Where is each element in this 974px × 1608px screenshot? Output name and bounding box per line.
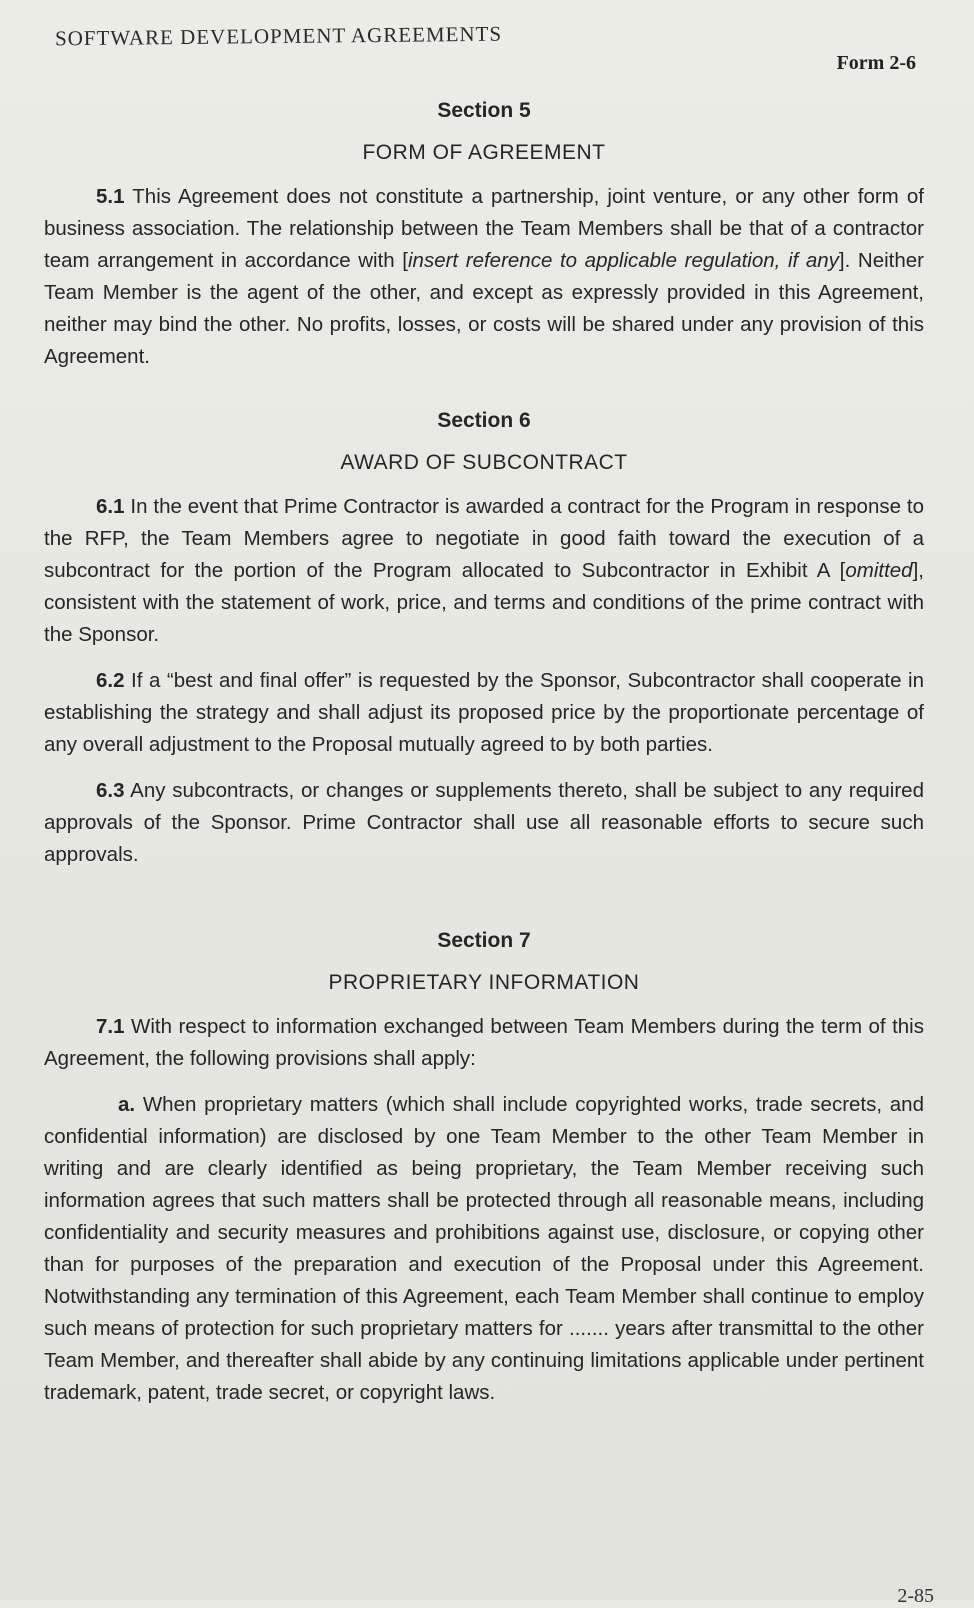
paragraph-6-2 [44,665,924,761]
subparagraph-a [44,1089,924,1409]
paragraph-number: 5.1 [96,185,125,208]
paragraph-7-1 [44,1011,924,1075]
paragraph-text: ]. Neither Team Member is the agent of the other, and except as expressly provided in this Agreement, neither may bind the other. No profits, losses, or costs will be shared under any provision of this Agreement. [44,249,925,368]
paragraph-text: If a “best and final offer” is requested by the Sponsor, Subcontractor shall cooperate in establishing the strategy and shall adjust its proposed price by the proportionate percentage of any overall adjustment to the Proposal mutually agreed to by both parties. [44,669,924,756]
paragraph-6-1 [44,491,924,651]
paragraph-text: In the event that Prime Contractor is awarded a contract for the Program in response to the RFP, the Team Members agree to negotiate in good faith toward the execution of a subcontract for the portion of the Program allocated to Subcontractor in Exhibit A [ [44,495,924,582]
section-5-heading: Section 5 [437,99,531,122]
paragraph-number: 6.3 [96,779,125,802]
page-content [44,95,924,1409]
paragraph-5-1 [44,181,924,373]
paragraph-number: 7.1 [96,1015,125,1038]
form-label: Form 2-6 [836,52,916,74]
paragraph-text: Any subcontracts, or changes or supplements thereto, shall be subject to any required approvals of the Sponsor. Prime Contractor shall use all reasonable efforts to secure such approvals. [44,779,924,866]
page-number: 2-85 [897,1585,934,1607]
paragraph-6-3 [44,775,924,871]
paragraph-text: This Agreement does not constitute a partnership, joint venture, or any other form of business association. The relationship between the Team Members shall be that of a contractor team arrangement in accordance with [ [44,185,924,272]
paragraph-text: When proprietary matters (which shall include copyrighted works, trade secrets, and confidential information) are disclosed by one Team Member to the other Team Member in writing and are clearly identified as being proprietary, the Team Member receiving such information agrees that such matters shall be protected through all reasonable means, including confidentiality and security measures and prohibitions against use, disclosure, or copying other than for purposes of the preparation and execution of the Proposal under this Agreement. Notwithstanding any termination of this Agreement, each Team Member shall continue to employ such means of protection for such proprietary matters for ....... years after transmittal to the other Team Member, and thereafter shall abide by any continuing limitations applicable under pertinent trademark, patent, trade secret, or copyright laws. [44,1093,924,1404]
section-6-title: AWARD OF SUBCONTRACT [340,451,628,474]
paragraph-text: With respect to information exchanged between Team Members during the term of this Agreement, the following provisions shall apply: [44,1015,924,1070]
paragraph-number: 6.2 [96,669,125,692]
section-7-title: PROPRIETARY INFORMATION [328,971,640,994]
paragraph-text: ], consistent with the statement of work, price, and terms and conditions of the prime contract with the Sponsor. [44,559,924,646]
section-7-heading: Section 7 [437,929,531,952]
paragraph-italic: insert reference to applicable regulation, if any [408,249,839,272]
section-5-title: FORM OF AGREEMENT [362,141,606,164]
section-6-heading: Section 6 [437,409,531,432]
paragraph-number: 6.1 [96,495,125,518]
running-head: SOFTWARE DEVELOPMENT AGREEMENTS [54,21,503,51]
subparagraph-label: a. [118,1093,136,1116]
paragraph-italic: omitted [845,559,913,582]
